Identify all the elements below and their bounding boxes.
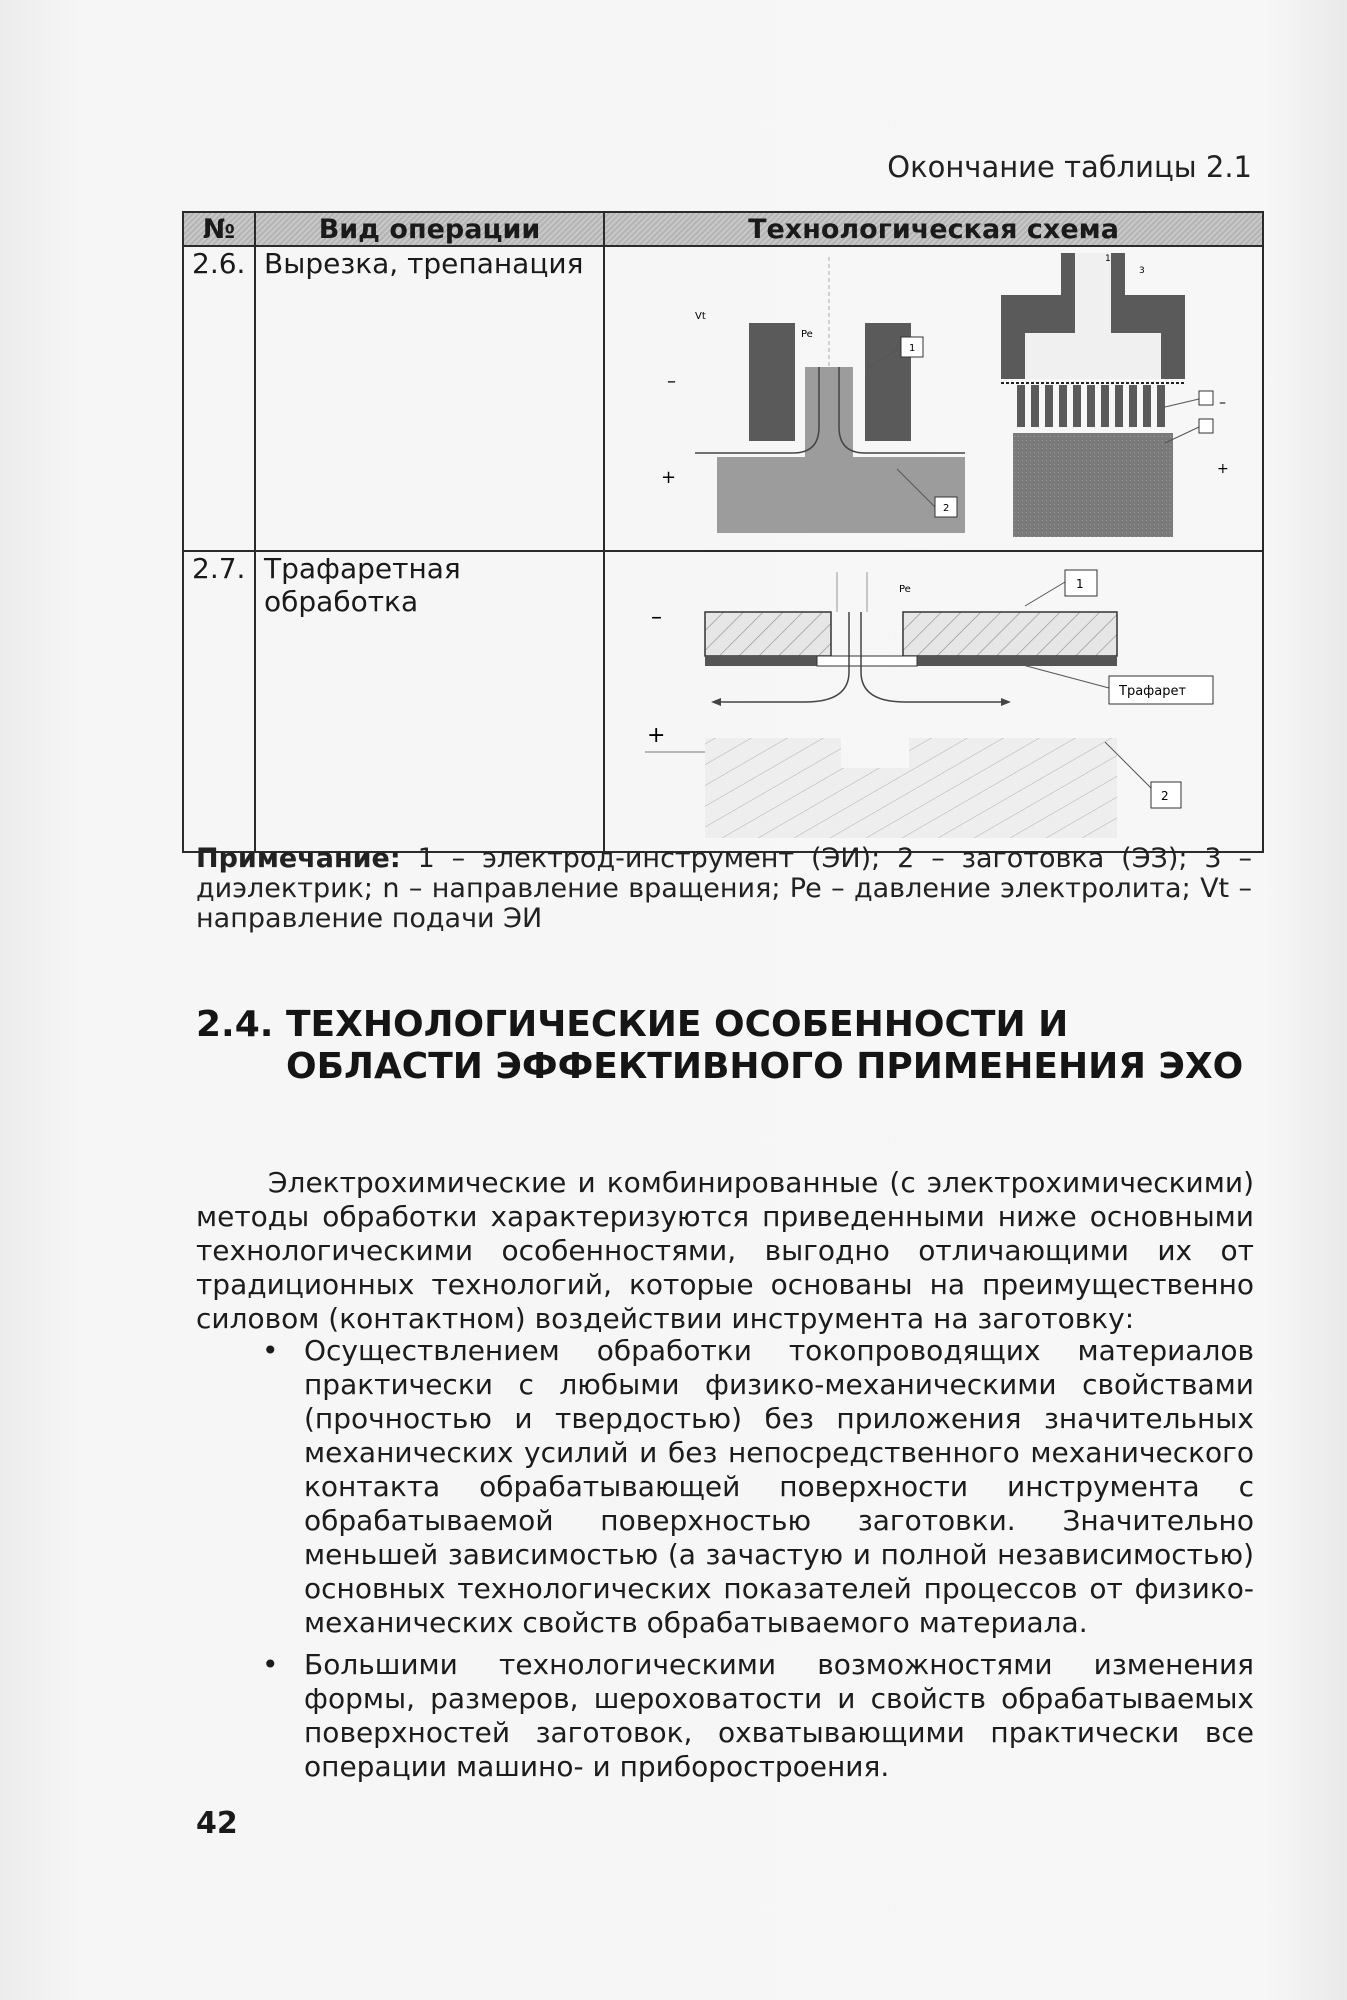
- feature-list: [262, 1334, 1254, 1792]
- label-plus: +: [661, 467, 677, 488]
- callout-stencil-text: Трафарет: [1119, 684, 1187, 699]
- label-pe: Pe: [899, 584, 911, 595]
- label-minus: –: [651, 605, 662, 630]
- tool-electrode-right: [903, 612, 1117, 656]
- scheme-cell: [604, 551, 1263, 852]
- label-vt: Vt: [695, 311, 706, 322]
- tool-electrode-left: [705, 612, 831, 656]
- callout-2-text: 2: [1161, 789, 1169, 803]
- label-n: 1: [1105, 254, 1111, 264]
- workpiece-left: [717, 457, 965, 533]
- callout-2-text: 2: [943, 503, 950, 514]
- header-scheme: Технологическая схема: [604, 212, 1263, 246]
- workpiece-right: [1013, 433, 1173, 537]
- table-header-row: [183, 212, 1263, 246]
- label-pe: Pe: [801, 329, 813, 340]
- label-minus-right: –: [1219, 395, 1226, 411]
- callout-1-text: 1: [909, 343, 916, 354]
- label-3: 3: [1139, 266, 1145, 276]
- scheme-cell: [604, 246, 1263, 551]
- header-number: №: [183, 212, 255, 246]
- table-caption: Окончание таблицы 2.1: [887, 150, 1252, 184]
- list-item: • Осуществлением обработки токопроводящих материалов практически с любыми физико-механическими свойствами (прочностью и твердостью) без приложения значительных механических усилий и без непосредственного механического контакта обрабатывающей поверхности инструмента с обрабатываемой поверхностью заготовки. Значительно меньшей зависимостью (а зачастую и полной независимостью) основных технологических показателей процессов от физико-механических свойств обрабатываемого материала.: [262, 1334, 1254, 1640]
- stencil-scheme: [605, 552, 1261, 844]
- table-note: [196, 844, 1252, 934]
- body-paragraph: Электрохимические и комбинированные (с электрохимическими) методы обработки характеризуются приведенными ниже основными технологическими особенностями, выгодно отличающими их от традиционных технологий, которые основаны на преимущественно силовом (контактном) воздействии инструмента на заготовку:: [196, 1166, 1254, 1335]
- label-minus: –: [667, 371, 676, 392]
- label-plus-right: +: [1217, 461, 1229, 477]
- page-number: 42: [196, 1806, 238, 1841]
- row-number: 2.7.: [183, 551, 255, 852]
- callout-1-text: 1: [1076, 577, 1084, 591]
- table-row: [183, 551, 1263, 852]
- row-operation: Трафаретная обработка: [255, 551, 604, 852]
- stencil-layer-right: [917, 656, 1117, 666]
- row-number: 2.6.: [183, 246, 255, 551]
- list-item: • Большими технологическими возможностями изменения формы, размеров, шероховатости и свойств обрабатываемых поверхностей заготовок, охватывающими практически все операции машино- и приборостроения.: [262, 1648, 1254, 1784]
- section-number: 2.4.: [196, 1004, 274, 1045]
- note-label: Примечание:: [196, 843, 401, 874]
- workpiece-core: [805, 367, 853, 459]
- electrode-left: [749, 323, 795, 441]
- row-operation: Вырезка, трепанация: [255, 246, 604, 551]
- trepanning-scheme: [605, 247, 1261, 543]
- table-row: [183, 246, 1263, 551]
- header-operation: Вид операции: [255, 212, 604, 246]
- stencil-layer-left: [705, 656, 817, 666]
- note-text: 1 – электрод-инструмент (ЭИ); 2 – заготовка (ЭЗ); 3 – диэлектрик; n – направление вращения; Pe – давление электролита; Vt – направление подачи ЭИ: [196, 843, 1252, 934]
- tool-teeth: [1017, 385, 1165, 427]
- section-title: ТЕХНОЛОГИЧЕСКИЕ ОСОБЕННОСТИ И ОБЛАСТИ ЭФФЕКТИВНОГО ПРИМЕНЕНИЯ ЭХО: [286, 1004, 1244, 1087]
- operations-table: [182, 211, 1264, 853]
- workpiece-stencil: [705, 738, 1117, 838]
- label-plus: +: [647, 723, 666, 748]
